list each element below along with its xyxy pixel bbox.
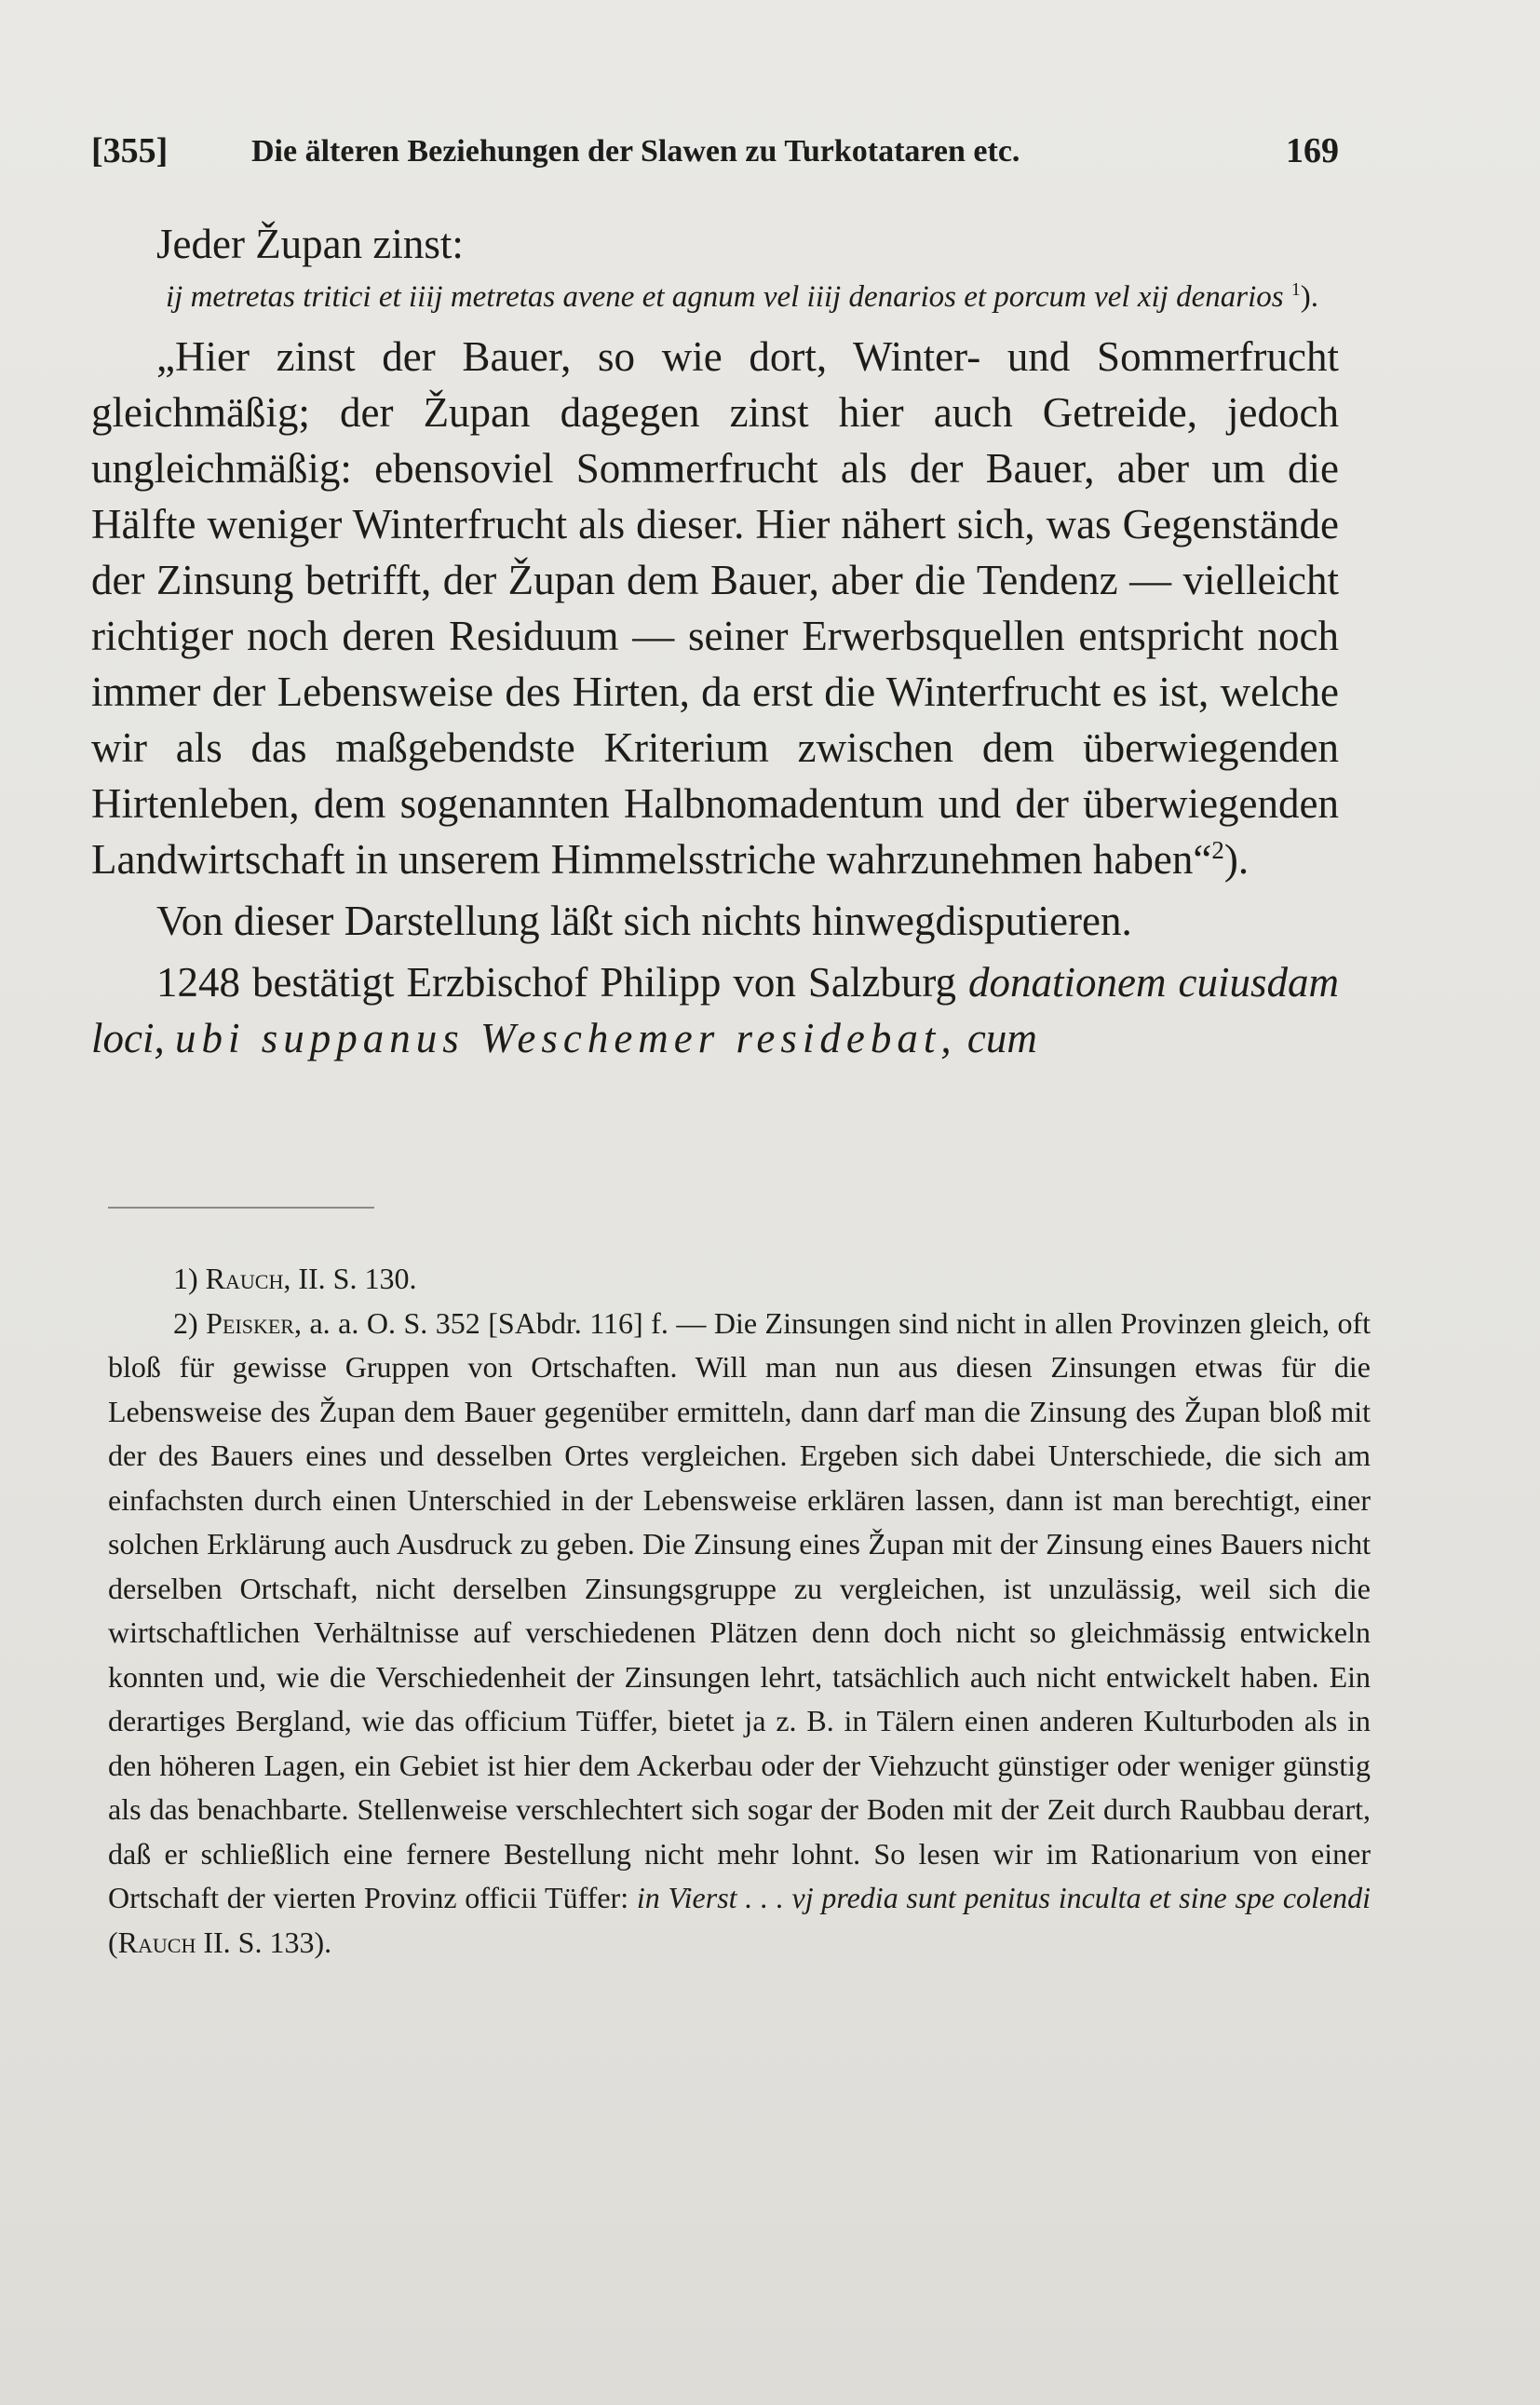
footnote-latin: in Vierst . . . vj predia sunt penitus inculta et sine spe colendi	[636, 1881, 1371, 1914]
paragraph-conclusion	[91, 893, 1339, 949]
paragraph-text: „Hier zinst der Bauer, so wie dort, Winter- und Sommerfrucht gleichmäßig; der Župan dagegen zinst hier auch Getreide, jedoch ungleichmäßig: ebensoviel Sommerfrucht als der Bauer, aber um die Hälfte weniger Winterfrucht als dieser. Hier nähert sich, was Gegenstände der Zinsung betrifft, der Župan dem Bauer, aber die Tendenz — vielleicht richtiger noch deren Residuum — seiner Erwerbsquellen entspricht noch immer der Lebensweise des Hirten, da erst die Winterfrucht es ist, welche wir als das maßgebendste Kriterium zwischen dem überwiegenden Hirtenleben, dem sogenannten Halbnomadentum und der überwiegenden Landwirtschaft in unserem Himmelsstriche wahrzunehmen haben“	[91, 333, 1339, 883]
page-number: 169	[1286, 131, 1339, 170]
paren-open: (	[108, 1925, 118, 1959]
footnote-1	[108, 1257, 1371, 1302]
footnote-author: Rauch,	[205, 1262, 291, 1295]
footnote-2	[108, 1302, 1371, 1966]
footnote-number: 1)	[173, 1262, 198, 1295]
footnote-author: Peisker,	[206, 1305, 302, 1340]
latin-text: donationem cuiusdam loci,	[91, 959, 1340, 1061]
latin-quote	[91, 272, 1339, 323]
page-number-left: [355]	[91, 131, 169, 170]
paragraph-text: Von dieser Darstellung läßt sich nichts hinwegdisputieren.	[156, 898, 1132, 944]
paragraph-zupan	[91, 216, 1339, 272]
running-title: Die älteren Beziehungen der Slawen zu Turkotataren etc.	[251, 134, 1020, 169]
footnote-ref-1: 1	[1290, 279, 1301, 300]
paragraph-text: Jeder Župan zinst:	[156, 221, 464, 267]
footnote-text: a. a. O. S. 352 [SAbdr. 116] f. — Die Zinsungen sind nicht in allen Provinzen gleich, oft bloß für gewisse Gruppen von Ortschaften. Will man nun aus diesen Zinsungen etwas für die Lebensweise des Župan dem Bauer gegenüber ermitteln, dann darf man die Zinsung des Župan bloß mit der des Bauers eines und desselben Ortes vergleichen. Ergeben sich dabei Unterschiede, die sich am einfachsten durch einen Unterschied in der Lebensweise erklären lassen, dann ist man berechtigt, einer solchen Erklärung auch Ausdruck zu geben. Die Zinsung eines Župan mit der Zinsung eines Bauers nicht derselben Ortschaft, nicht derselben Zinsungsgruppe zu vergleichen, ist unzulässig, weil sich die wirtschaftlichen Verhältnisse auf verschiedenen Plätzen denn doch nicht so gleichmässig entwickeln konnten und, wie die Verschiedenheit der Zinsungen lehrt, tatsächlich auch nicht entwickelt haben. Ein derartiges Bergland, wie das officium Tüffer, bietet ja z. B. in Tälern einen anderen Kulturboden als in den höheren Lagen, ein Gebiet ist hier dem Ackerbau oder der Viehzucht günstiger oder weniger günstig als das benachbarte. Stellenweise verschlechtert sich sogar der Boden mit der Zeit durch Raubbau derart, daß er schließlich eine fernere Bestellung nicht mehr lohnt. So lesen wir im Rationarium von einer Ortschaft der vierten Provinz officii Tüffer:	[108, 1305, 1371, 1914]
quote-close: ).	[1300, 280, 1318, 314]
footnote-author: Rauch	[117, 1925, 196, 1959]
footnote-text: II. S. 130.	[298, 1262, 417, 1295]
footnote-ref-2: 2	[1211, 836, 1224, 864]
latin-text: cum	[966, 1015, 1037, 1061]
footnote-number: 2)	[173, 1305, 198, 1340]
paragraph-end: ).	[1223, 836, 1250, 883]
latin-spaced-text: ubi suppanus Weschemer residebat,	[174, 1015, 957, 1061]
footnote-text: II. S. 133).	[203, 1925, 332, 1959]
paragraph-text: 1248 bestätigt Erzbischof Philipp von Salzburg	[156, 959, 957, 1006]
paragraph-quote	[91, 329, 1339, 887]
footnote-divider	[108, 1207, 374, 1209]
paragraph-1248	[91, 954, 1339, 1066]
footnotes	[108, 1257, 1371, 1965]
latin-quote-text: ij metretas tritici et iiij metretas avene et agnum vel iiij denarios et porcum vel xij denarios	[166, 280, 1284, 314]
main-text	[91, 216, 1339, 1066]
